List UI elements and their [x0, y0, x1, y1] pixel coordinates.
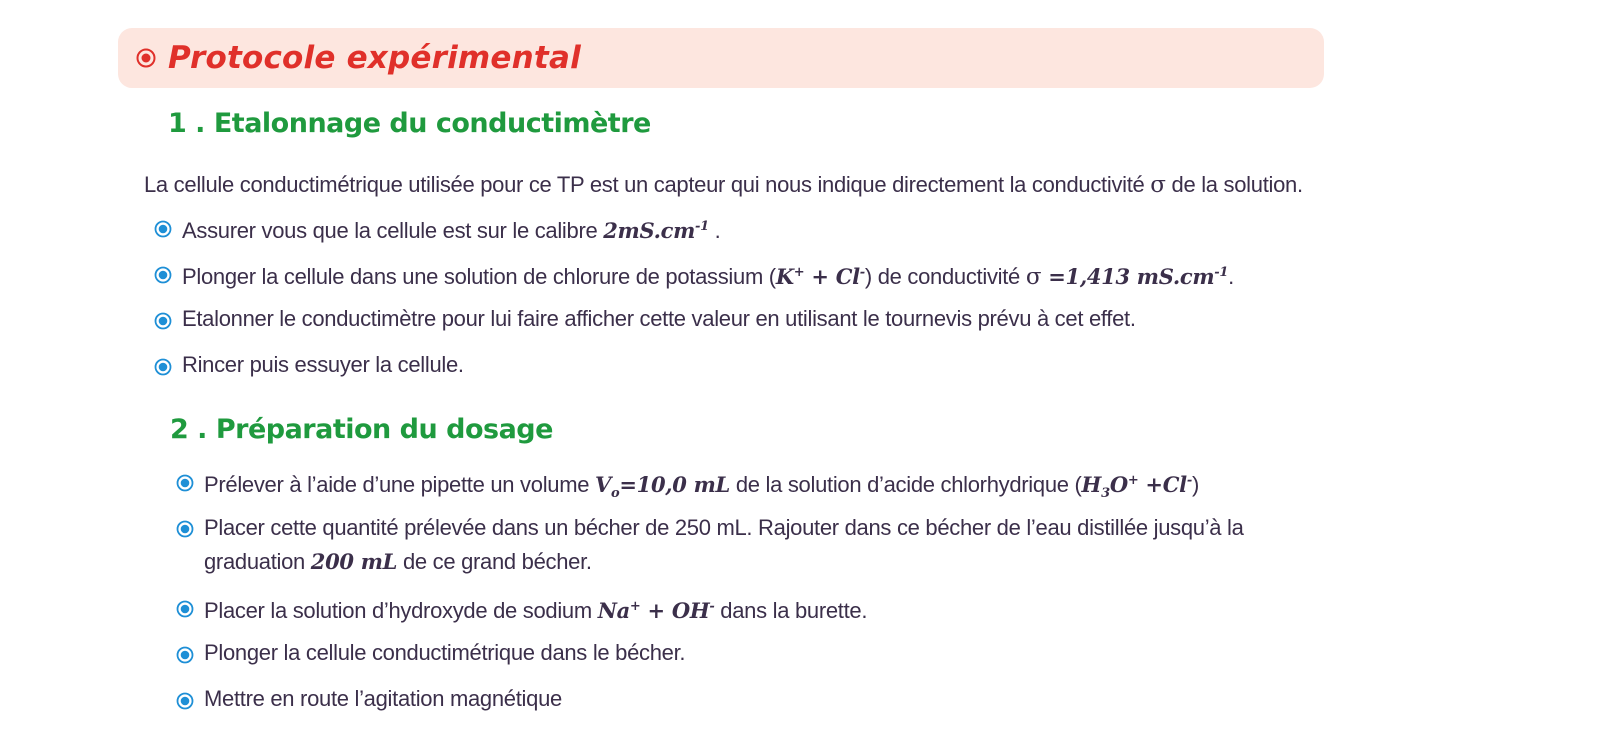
subscript: 3	[1101, 486, 1110, 502]
bullet-dot-icon	[154, 220, 172, 238]
list-item	[176, 642, 685, 669]
list-item	[176, 516, 1314, 579]
text-segment: )	[1191, 472, 1199, 497]
math-text: +	[640, 598, 672, 623]
math-text: K	[775, 264, 794, 289]
math-text: V	[595, 472, 611, 497]
volume-value	[595, 472, 731, 502]
math-text: +	[1138, 472, 1163, 497]
section-heading-preparation: 2 . Préparation du dosage	[170, 414, 553, 445]
bullet-dot-icon	[176, 646, 194, 664]
superscript: +	[1127, 473, 1139, 488]
text-segment: Assurer vous que la cellule est sur le calibre	[182, 218, 604, 243]
superscript: +	[629, 599, 641, 614]
math-text: =10,0 mL	[619, 472, 731, 497]
text-segment: Placer cette quantité prélevée dans un bécher de 250 mL. Rajouter dans ce bécher de l’eau distillée jusqu’à la graduation	[204, 515, 1244, 574]
superscript: +	[793, 265, 805, 280]
list-item-text: Rincer puis essuyer la cellule.	[182, 352, 464, 377]
list-item-text: Mettre en route l’agitation magnétique	[204, 686, 562, 711]
graduation-value: 200 mL	[310, 549, 398, 574]
text-segment: de ce grand bécher.	[397, 549, 592, 574]
text-segment: Placer la solution d’hydroxyde de sodium	[204, 598, 598, 623]
text-segment: de la solution d’acide chlorhydrique (	[730, 472, 1082, 497]
subscript: o	[611, 486, 620, 502]
math-text: 2mS.cm	[603, 218, 695, 243]
text-segment: dans la burette.	[714, 598, 868, 623]
list-item-text: Plonger la cellule conductimétrique dans le bécher.	[204, 640, 686, 665]
bullet-dot-icon	[154, 312, 172, 330]
list-item	[154, 216, 720, 247]
math-text: H	[1081, 472, 1102, 497]
list-item	[176, 470, 1199, 510]
formula-hcl	[1081, 472, 1192, 502]
list-item	[176, 596, 867, 627]
text-segment: .	[708, 218, 721, 243]
list-item-text	[182, 257, 1234, 293]
superscript: -	[709, 599, 715, 614]
section-heading-etalonnage: 1 . Etalonnage du conductimètre	[168, 108, 651, 139]
list-item	[154, 354, 464, 381]
conductivity-value	[1041, 264, 1228, 289]
math-text: Na	[597, 598, 630, 623]
list-item	[154, 308, 1136, 335]
sigma-symbol: σ	[1150, 172, 1166, 198]
intro-text-after: de la solution.	[1165, 172, 1303, 197]
list-item-text	[204, 511, 1314, 579]
text-segment: .	[1228, 264, 1234, 289]
math-text: +	[804, 264, 836, 289]
list-item-text	[204, 465, 1199, 510]
math-text: O	[1109, 472, 1128, 497]
text-segment: Plonger la cellule dans une solution de chlorure de potassium (	[182, 264, 776, 289]
section-header-band	[118, 28, 1324, 88]
list-item-text	[204, 591, 867, 627]
intro-text-before: La cellule conductimétrique utilisée pour ce TP est un capteur qui nous indique directement la conductivité	[144, 172, 1151, 197]
text-segment: ) de conductivité	[864, 264, 1026, 289]
list-item	[176, 688, 562, 715]
bullet-dot-icon	[176, 474, 194, 492]
superscript: -	[1186, 473, 1192, 488]
superscript: -1	[695, 219, 709, 234]
math-text: =1,413 mS.cm	[1041, 264, 1215, 289]
list-item-text	[182, 211, 720, 247]
page-title: Protocole expérimental	[168, 40, 581, 76]
bullet-dot-icon	[154, 266, 172, 284]
intro-paragraph	[144, 172, 1303, 198]
section-header	[136, 28, 581, 88]
target-icon	[136, 48, 156, 68]
math-text: Cl	[835, 264, 860, 289]
text-segment: Prélever à l’aide d’une pipette un volume	[204, 472, 595, 497]
list-item-text: Etalonner le conductimètre pour lui faire afficher cette valeur en utilisant le tournevis prévu à cet effet.	[182, 306, 1136, 331]
bullet-dot-icon	[176, 692, 194, 710]
superscript: -	[859, 265, 865, 280]
bullet-dot-icon	[176, 600, 194, 618]
formula-naoh	[598, 598, 715, 623]
math-text: OH	[671, 598, 710, 623]
superscript: -1	[1214, 265, 1229, 280]
bullet-dot-icon	[176, 520, 194, 538]
bullet-dot-icon	[154, 358, 172, 376]
math-text: Cl	[1162, 472, 1187, 497]
formula-k	[776, 264, 865, 289]
sigma-symbol: σ	[1025, 264, 1042, 290]
list-item	[154, 262, 1234, 293]
calibre-value	[603, 218, 709, 243]
